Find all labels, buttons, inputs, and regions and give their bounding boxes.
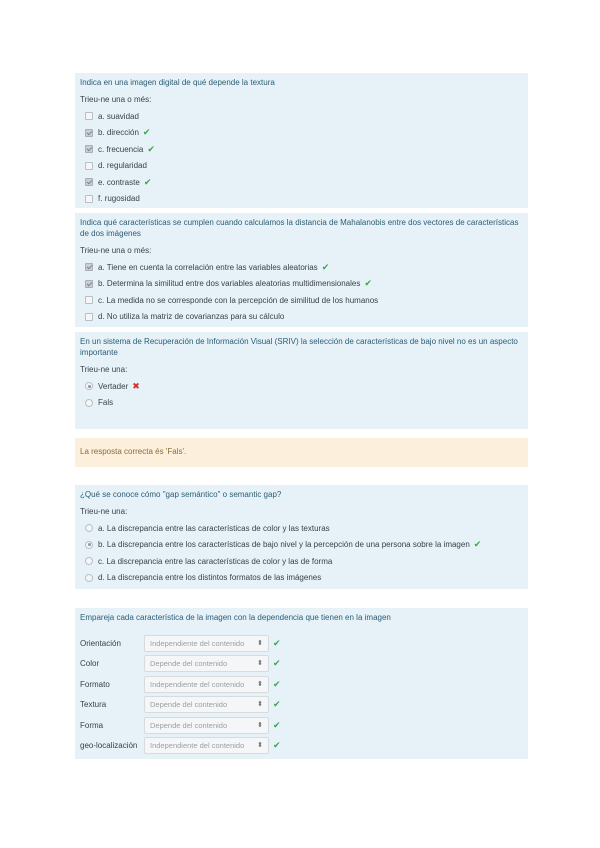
select-arrow-icon: ⬍	[257, 721, 263, 729]
option-f[interactable]: f. rugosidad	[80, 191, 524, 208]
check-icon: ✔	[273, 699, 281, 710]
radio-button[interactable]	[85, 541, 93, 549]
radio-button[interactable]	[85, 399, 93, 407]
select-arrow-icon: ⬍	[257, 680, 263, 688]
option-false[interactable]: Fals	[80, 395, 524, 412]
checkbox[interactable]	[85, 280, 93, 288]
checkbox[interactable]	[85, 178, 93, 186]
checkbox[interactable]	[85, 112, 93, 120]
check-icon: ✔	[143, 176, 152, 187]
match-row-orientacion: Orientación Independiente del contenido ⬍ ✔	[80, 633, 524, 654]
match-select[interactable]: Independiente del contenido ⬍	[144, 737, 269, 754]
match-row-color: Color Depende del contenido ⬍ ✔	[80, 654, 524, 675]
option-e[interactable]: e. contraste ✔	[80, 174, 524, 191]
check-icon: ✔	[473, 539, 482, 550]
option-c[interactable]: c. La discrepancia entre las características de color y las de forma	[80, 553, 524, 570]
option-c[interactable]: c. La medida no se corresponde con la percepción de similitud de los humanos	[80, 292, 524, 309]
option-d[interactable]: d. regularidad	[80, 158, 524, 175]
option-c[interactable]: c. frecuencia ✔	[80, 141, 524, 158]
question-4	[75, 485, 528, 589]
question-prompt: Trieu-ne una o més:	[80, 246, 152, 255]
cross-icon: ✖	[132, 380, 140, 391]
select-arrow-icon: ⬍	[257, 742, 263, 750]
option-b[interactable]: b. dirección ✔	[80, 125, 524, 142]
checkbox[interactable]	[85, 313, 93, 321]
match-row-geolocalizacion: geo-localización Independiente del contenido ⬍ ✔	[80, 736, 524, 757]
question-text: Empareja cada característica de la imagen con la dependencia que tienen en la imagen	[80, 613, 391, 622]
check-icon: ✔	[273, 719, 281, 730]
option-true[interactable]: Vertader ✖	[80, 378, 524, 395]
select-arrow-icon: ⬍	[257, 639, 263, 647]
question-2	[75, 213, 528, 327]
select-arrow-icon: ⬍	[257, 701, 263, 709]
radio-button[interactable]	[85, 382, 93, 390]
match-row-formato: Formato Independiente del contenido ⬍ ✔	[80, 674, 524, 695]
option-b[interactable]: b. Determina la similitud entre dos variables aleatorias multidimensionales ✔	[80, 276, 524, 293]
check-icon: ✔	[364, 278, 372, 289]
check-icon: ✔	[147, 143, 155, 154]
question-text: Indica en una imagen digital de qué depende la textura	[80, 78, 275, 87]
radio-button[interactable]	[85, 524, 93, 532]
check-icon: ✔	[273, 637, 281, 648]
option-a[interactable]: a. suavidad	[80, 108, 524, 125]
checkbox[interactable]	[85, 129, 93, 137]
match-row-forma: Forma Depende del contenido ⬍ ✔	[80, 715, 524, 736]
question-prompt: Trieu-ne una:	[80, 507, 128, 516]
match-select[interactable]: Independiente del contenido ⬍	[144, 635, 269, 652]
check-icon: ✔	[142, 127, 151, 138]
checkbox[interactable]	[85, 263, 93, 271]
option-a[interactable]: a. Tiene en cuenta la correlación entre las variables aleatorias ✔	[80, 259, 524, 276]
question-text: Indica qué características se cumplen cuando calculamos la distancia de Mahalanobis entre dos vectores de características de dos imágenes	[80, 218, 519, 238]
radio-button[interactable]	[85, 557, 93, 565]
check-icon: ✔	[273, 658, 281, 669]
check-icon: ✔	[273, 678, 281, 689]
option-a[interactable]: a. La discrepancia entre las características de color y las texturas	[80, 520, 524, 537]
check-icon: ✔	[321, 261, 330, 272]
question-prompt: Trieu-ne una o més:	[80, 95, 152, 104]
select-arrow-icon: ⬍	[257, 660, 263, 668]
match-row-textura: Textura Depende del contenido ⬍ ✔	[80, 695, 524, 716]
question-3	[75, 332, 528, 429]
checkbox[interactable]	[85, 296, 93, 304]
checkbox[interactable]	[85, 162, 93, 170]
check-icon: ✔	[273, 740, 281, 751]
match-select[interactable]: Independiente del contenido ⬍	[144, 676, 269, 693]
question-prompt: Trieu-ne una:	[80, 365, 128, 374]
question-5	[75, 608, 528, 759]
option-d[interactable]: d. La discrepancia entre los distintos formatos de las imágenes	[80, 570, 524, 587]
question-text: En un sistema de Recuperación de Información Visual (SRIV) la selección de características de bajo nivel no es un aspecto importante	[80, 337, 518, 357]
checkbox[interactable]	[85, 195, 93, 203]
option-d[interactable]: d. No utiliza la matriz de covarianzas para su cálculo	[80, 309, 524, 326]
match-select[interactable]: Depende del contenido ⬍	[144, 696, 269, 713]
match-select[interactable]: Depende del contenido ⬍	[144, 717, 269, 734]
radio-button[interactable]	[85, 574, 93, 582]
checkbox[interactable]	[85, 145, 93, 153]
match-select[interactable]: Depende del contenido ⬍	[144, 655, 269, 672]
option-b[interactable]: b. La discrepancia entre los características de bajo nivel y la percepción de una persona sobre la imagen ✔	[80, 537, 524, 554]
correct-answer-feedback: La resposta correcta és 'Fals'.	[75, 438, 528, 467]
question-text: ¿Qué se conoce cómo "gap semántico" o semantic gap?	[80, 490, 282, 499]
question-1	[75, 73, 528, 208]
